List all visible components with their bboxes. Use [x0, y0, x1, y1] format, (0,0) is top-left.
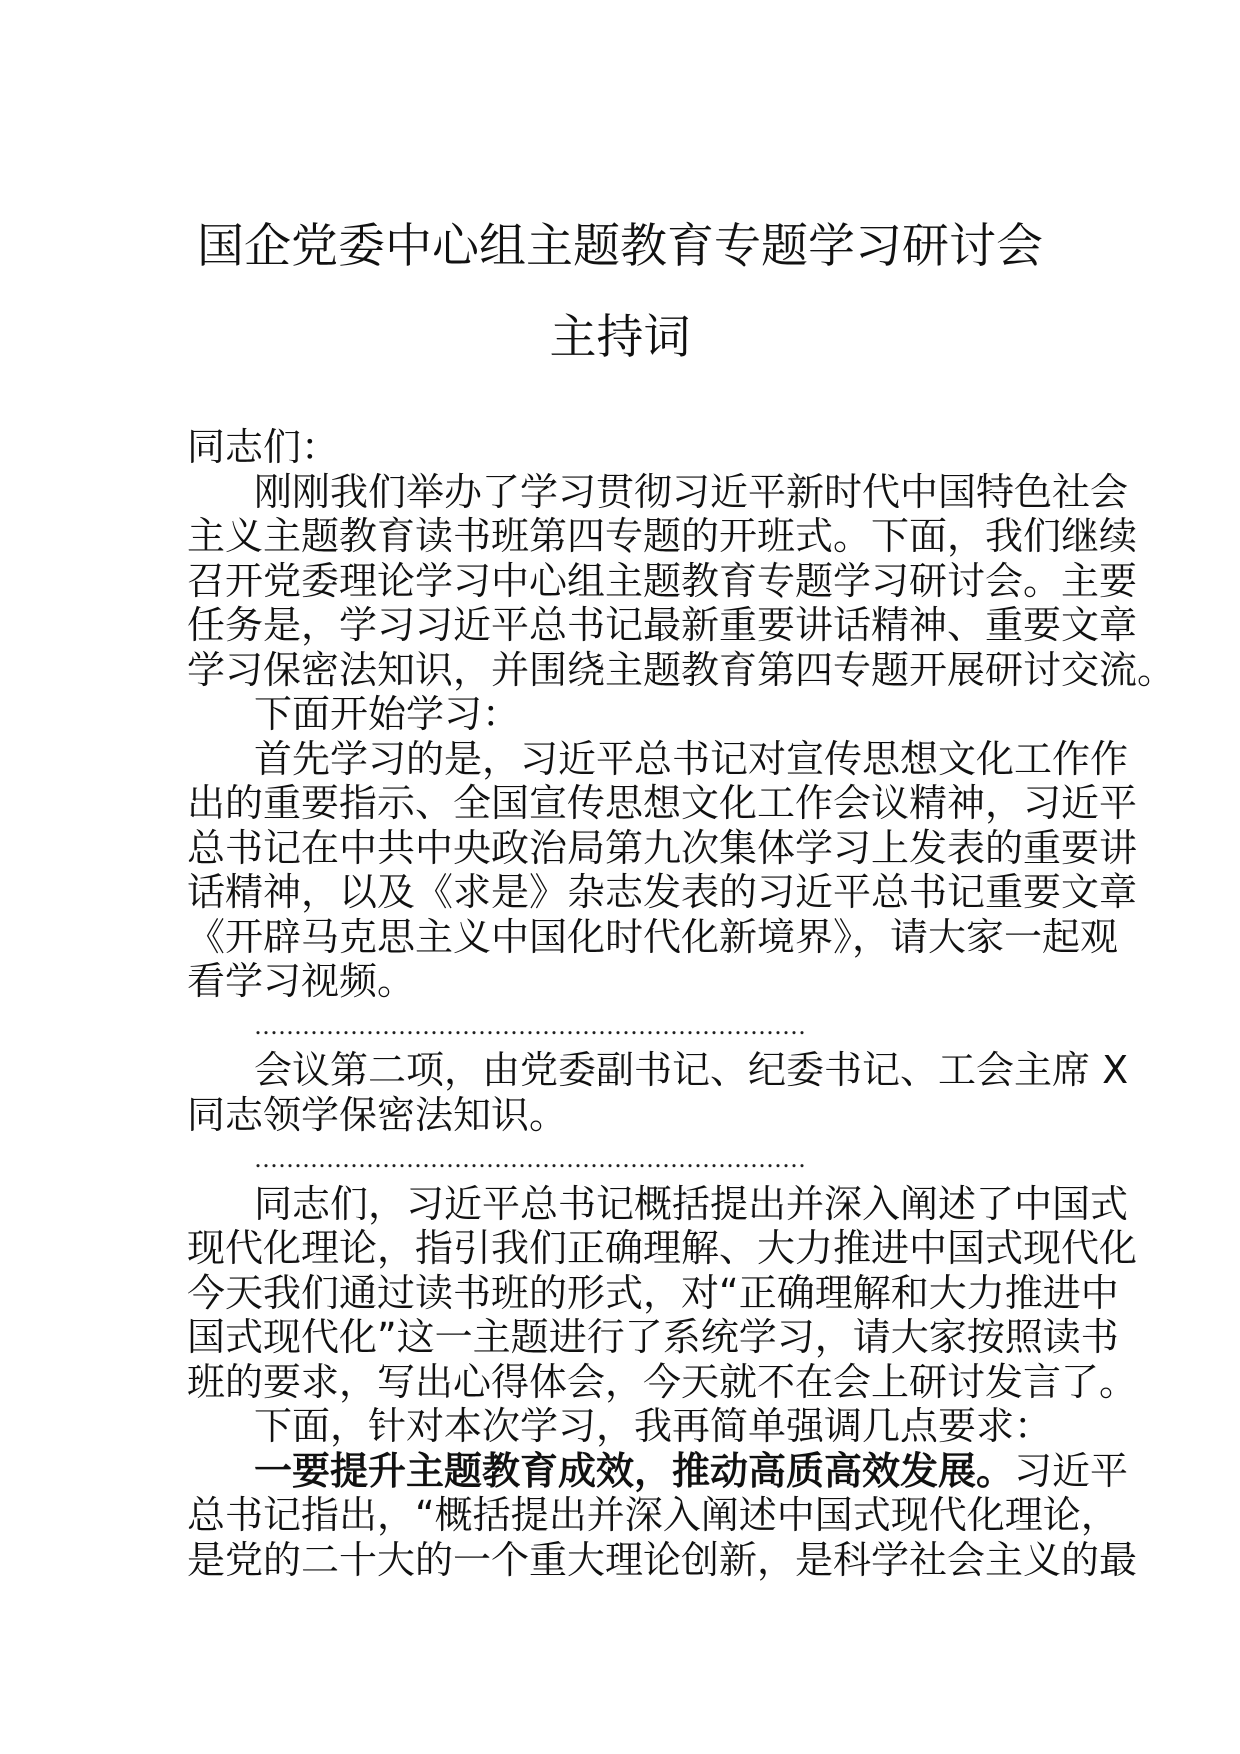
paragraph-3-line-5: 《开辟马克思主义中国化时代化新境界》，请大家一起观	[187, 914, 1119, 959]
paragraph-7-line-2: 总书记指出，“概括提出并深入阐述中国式现代化理论，	[187, 1493, 1119, 1537]
document-title-line-2: 主持词	[549, 310, 691, 365]
paragraph-3-line-2: 出的重要指示、全国宣传思想文化工作会议精神，习近平	[187, 781, 1138, 825]
paragraph-5-line-5: 班的要求，写出心得体会，今天就不在会上研讨发言了。	[187, 1359, 1138, 1404]
ellipsis-divider-2: ……………………………………………………………	[254, 1145, 806, 1173]
document-title-line-1: 国企党委中心组主题教育专题学习研讨会	[197, 219, 1043, 274]
paragraph-5-line-1: 同志们，习近平总书记概括提出并深入阐述了中国式	[254, 1181, 1129, 1226]
paragraph-1-line-4: 任务是，学习习近平总书记最新重要讲话精神、重要文章	[187, 603, 1138, 647]
paragraph-1-line-1: 刚刚我们举办了学习贯彻习近平新时代中国特色社会	[254, 469, 1129, 514]
document-body	[187, 425, 1176, 1582]
paragraph-6: 下面，针对本次学习，我再简单强调几点要求：	[254, 1404, 1053, 1448]
paragraph-4-line-2: 同志领学保密法知识。	[187, 1092, 568, 1137]
paragraph-5-line-3: 今天我们通过读书班的形式，对“正确理解和大力推进中	[187, 1270, 1119, 1315]
paragraph-1-line-2: 主义主题教育读书班第四专题的开班式。下面，我们继续	[187, 514, 1138, 558]
paragraph-7-line-1-text: 习近平	[1014, 1448, 1129, 1493]
paragraph-5-line-2: 现代化理论，指引我们正确理解、大力推进中国式现代化	[187, 1226, 1138, 1270]
paragraph-5-line-4: 国式现代化”这一主题进行了系统学习，请大家按照读书	[187, 1315, 1119, 1359]
paragraph-1-line-5: 学习保密法知识，并围绕主题教育第四专题开展研讨交流。	[187, 647, 1176, 692]
paragraph-4-line-1: 会议第二项，由党委副书记、纪委书记、工会主席 X	[254, 1048, 1129, 1092]
paragraph-2: 下面开始学习：	[254, 692, 521, 736]
paragraph-7-line-3: 是党的二十大的一个重大理论创新，是科学社会主义的最	[187, 1537, 1138, 1582]
paragraph-3-line-3: 总书记在中共中央政治局第九次集体学习上发表的重要讲	[187, 825, 1138, 870]
paragraph-7-line-1	[187, 1448, 1129, 1494]
paragraph-7-bold-lead: 一要提升主题教育成效，推动高质高效发展。	[254, 1448, 1015, 1493]
paragraph-3-line-4: 话精神，以及《求是》杂志发表的习近平总书记重要文章	[187, 870, 1138, 914]
ellipsis-divider-1: ……………………………………………………………	[254, 1011, 806, 1040]
paragraph-3-line-1: 首先学习的是，习近平总书记对宣传思想文化工作作	[254, 736, 1129, 781]
paragraph-3-line-6: 看学习视频。	[187, 959, 416, 1003]
salutation: 同志们：	[187, 425, 340, 469]
paragraph-1-line-3: 召开党委理论学习中心组主题教育专题学习研讨会。主要	[187, 558, 1138, 603]
